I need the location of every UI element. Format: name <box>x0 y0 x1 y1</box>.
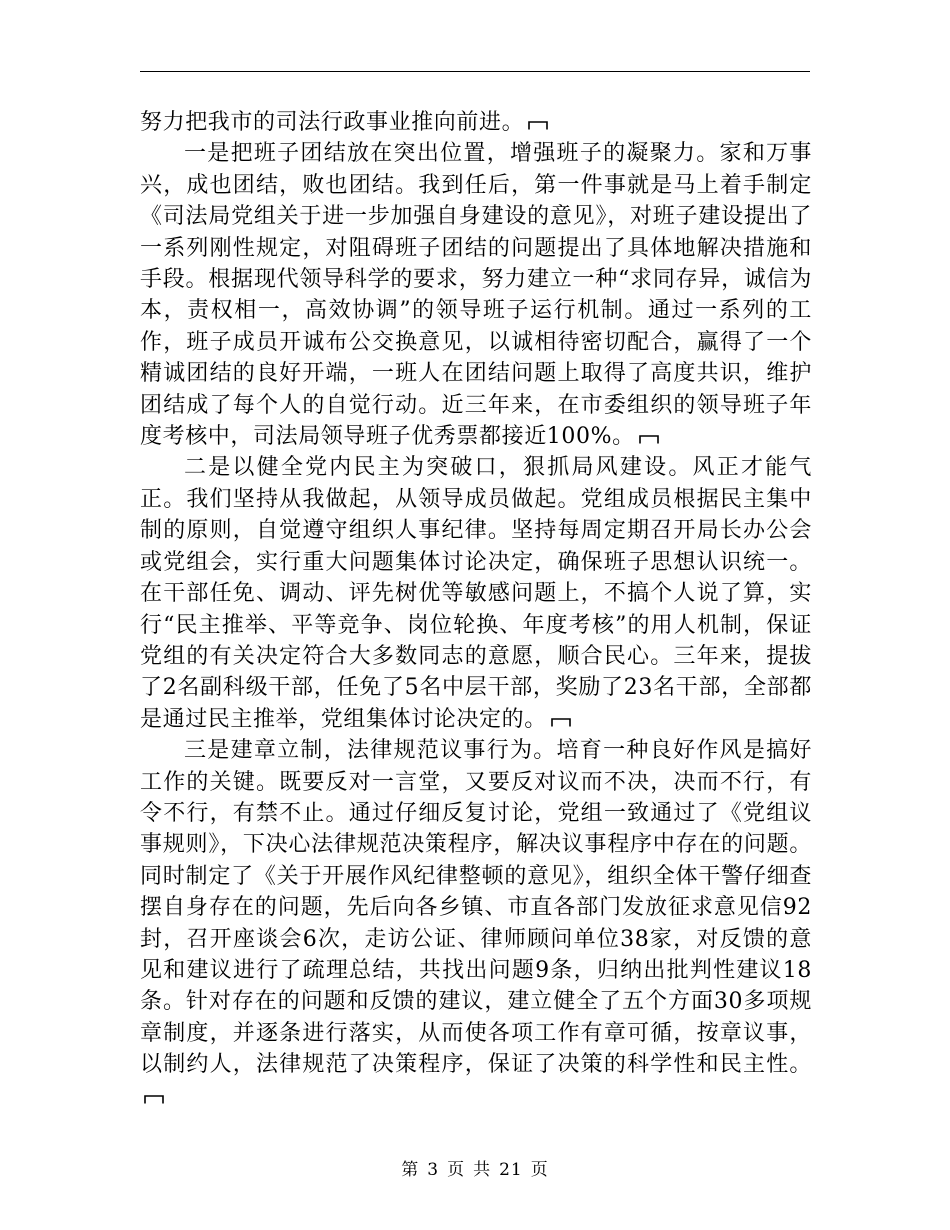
document-body <box>140 107 812 1112</box>
footer-word-gong: 共 <box>473 1160 492 1180</box>
footer-word-ye-2: 页 <box>530 1160 549 1180</box>
footer-word-di: 第 <box>401 1160 420 1180</box>
paragraph-text: 努力把我市的司法行政事业推向前进。 <box>140 110 525 135</box>
paragraph-text: 三是建章立制，法律规范议事行为。培育一种良好作风是搞好工作的关键。既要反对一言堂，又要反对议而不决，决而不行，有令不行，有禁不止。通过仔细反复讨论，党组一致通过了《党组议事规则》，下决心法律规范决策程序，解决议事程序中存在的问题。同时制定了《关于开展作风纪律整顿的意见》，组织全体干警仔细查摆自身存在的问题，先后向各乡镇、市直各部门发放征求意见信92封，召开座谈会6次，走访公证、律师顾问单位38家，对反馈的意见和建议进行了疏理总结，共找出问题9条，归纳出批判性建议18条。针对存在的问题和反馈的建议，建立健全了五个方面30多项规章制度，并逐条进行落实，从而使各项工作有章可循，按章议事，以制约人，法律规范了决策程序，保证了决策的科学性和民主性。 <box>140 738 812 1078</box>
page-footer <box>0 1155 950 1180</box>
paragraph-end-mark-icon <box>528 121 548 130</box>
paragraph-text: 二是以健全党内民主为突破口，狠抓局风建设。风正才能气正。我们坚持从我做起，从领导成员做起。党组成员根据民主集中制的原则，自觉遵守组织人事纪律。坚持每周定期召开局长办公会或党组会，实行重大问题集体讨论决定，确保班子思想认识统一。在干部任免、调动、评先树优等敏感问题上，不搞个人说了算，实行“民主推举、平等竞争、岗位轮换、年度考核”的用人机制，保证党组的有关决定符合大多数同志的意愿，顺合民心。三年来，提拔了2名副科级干部，任免了5名中层干部，奖励了23名干部，全部都是通过民主推举，党组集体讨论决定的。 <box>140 455 812 732</box>
paragraph-2 <box>140 138 812 452</box>
paragraph-end-mark-icon <box>144 1095 164 1104</box>
paragraph-1 <box>140 107 812 138</box>
header-rule <box>140 71 810 72</box>
total-pages: 21 <box>499 1160 523 1180</box>
paragraph-end-mark-icon <box>639 435 659 444</box>
paragraph-3 <box>140 452 812 735</box>
paragraph-text: 一是把班子团结放在突出位置，增强班子的凝聚力。家和万事兴，成也团结，败也团结。我到任后，第一件事就是马上着手制定《司法局党组关于进一步加强自身建设的意见》，对班子建设提出了一系列刚性规定，对阻碍班子团结的问题提出了具体地解决措施和手段。根据现代领导科学的要求，努力建立一种“求同存异，诚信为本，责权相一，高效协调”的领导班子运行机制。通过一系列的工作，班子成员开诚布公交换意见，以诚相待密切配合，赢得了一个精诚团结的良好开端，一班人在团结问题上取得了高度共识，维护团结成了每个人的自觉行动。近三年来，在市委组织的领导班子年度考核中，司法局领导班子优秀票都接近100%。 <box>140 141 812 450</box>
paragraph-end-mark-icon <box>551 718 571 727</box>
footer-word-ye: 页 <box>447 1160 466 1180</box>
paragraph-4 <box>140 735 812 1112</box>
page-number: 3 <box>427 1160 440 1180</box>
